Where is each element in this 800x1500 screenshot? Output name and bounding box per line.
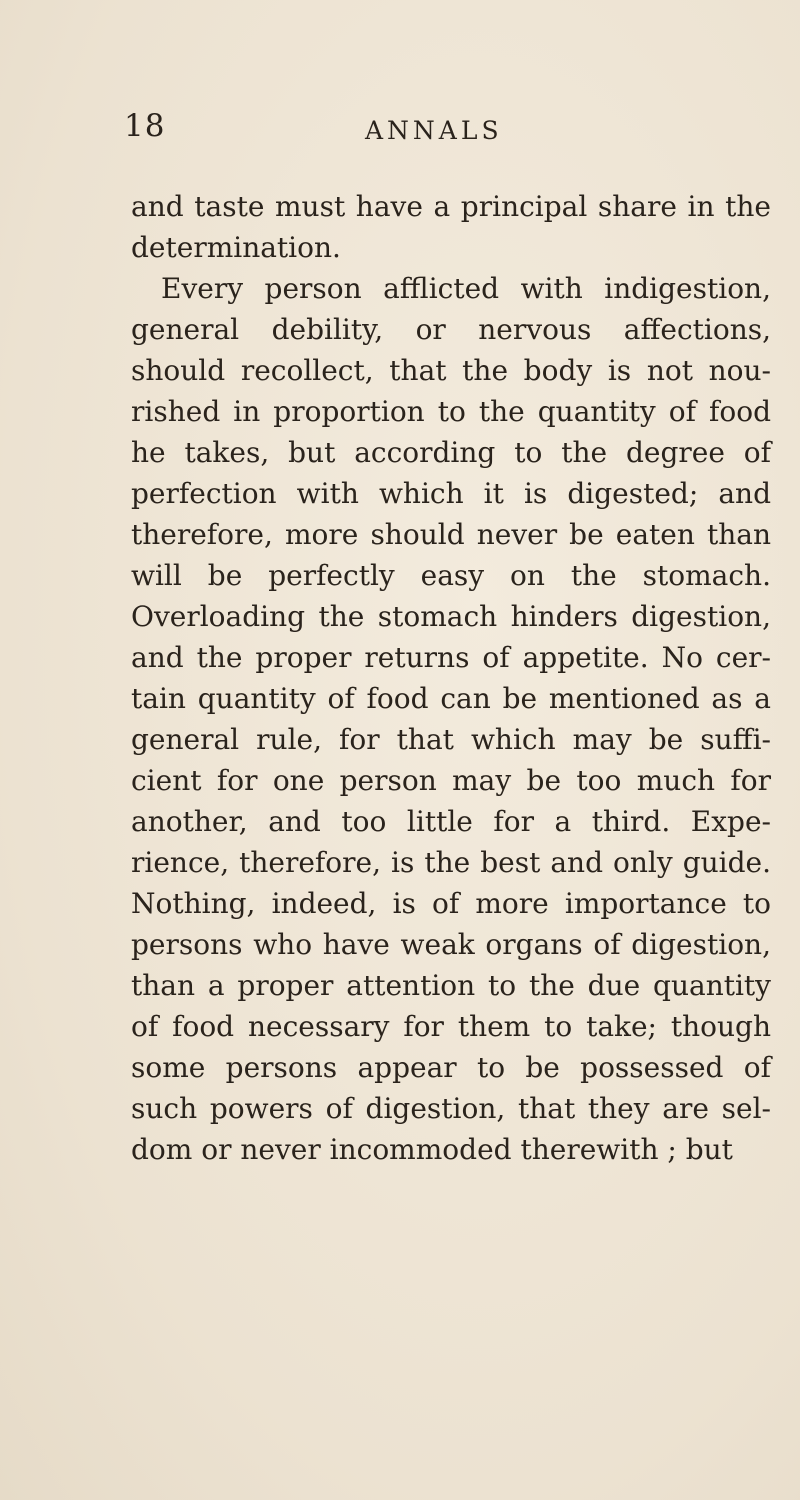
running-title: ANNALS [365, 116, 503, 145]
text-line: rished in proportion to the quantity of food [131, 395, 771, 428]
body-text [131, 186, 771, 1170]
text-line: general rule, for that which may be suffi- [131, 723, 771, 756]
text-line: tain quantity of food can be mentioned as a [131, 682, 771, 715]
text-line: dom or never incommoded therewith ; but [131, 1133, 733, 1166]
running-head [0, 108, 800, 148]
text-line: than a proper attention to the due quantity [131, 969, 771, 1002]
text-line: some persons appear to be possessed of [131, 1051, 771, 1084]
text-line: will be perfectly easy on the stomach. [131, 559, 771, 592]
text-line: perfection with which it is digested; and [131, 477, 771, 510]
text-line: such powers of digestion, that they are sel- [131, 1092, 771, 1125]
text-line: determination. [131, 231, 341, 264]
text-line: Every person afflicted with indigestion, [161, 272, 771, 305]
text-line: he takes, but according to the degree of [131, 436, 771, 469]
text-line: and the proper returns of appetite. No cer- [131, 641, 771, 674]
text-line: Overloading the stomach hinders digestion, [131, 600, 771, 633]
page-number: 18 [124, 108, 166, 144]
text-line: cient for one person may be too much for [131, 764, 771, 797]
text-line: rience, therefore, is the best and only guide. [131, 846, 771, 879]
text-line: therefore, more should never be eaten than [131, 518, 771, 551]
text-line: persons who have weak organs of digestion, [131, 928, 771, 961]
text-line: of food necessary for them to take; though [131, 1010, 771, 1043]
text-line: and taste must have a principal share in the [131, 190, 771, 223]
text-line: general debility, or nervous affections, [131, 313, 771, 346]
text-line: another, and too little for a third. Expe- [131, 805, 771, 838]
text-line: Nothing, indeed, is of more importance to [131, 887, 771, 920]
text-line: should recollect, that the body is not nou- [131, 354, 771, 387]
